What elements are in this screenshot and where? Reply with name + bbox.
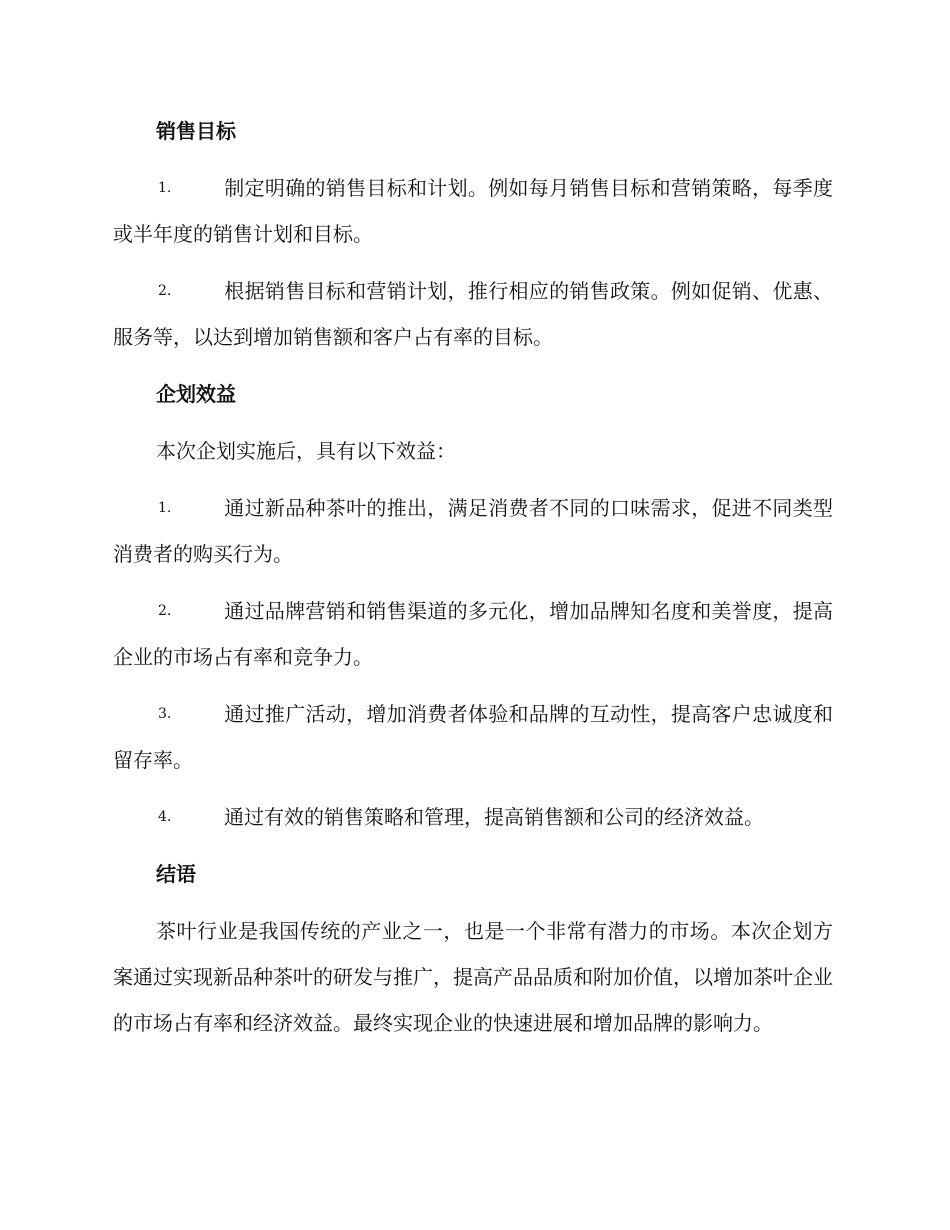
list-number: 1. bbox=[158, 180, 172, 196]
list-item-text: 通过推广活动，增加消费者体验和品牌的互动性，提高客户忠诚度和留存率。 bbox=[113, 702, 833, 772]
benefits-intro: 本次企划实施后，具有以下效益： bbox=[156, 439, 456, 463]
list-number: 1. bbox=[158, 500, 172, 516]
list-item-text: 制定明确的销售目标和计划。例如每月销售目标和营销策略，每季度或半年度的销售计划和目标。 bbox=[113, 176, 833, 246]
list-item-text: 通过品牌营销和销售渠道的多元化，增加品牌知名度和美誉度，提高企业的市场占有率和竞争力。 bbox=[113, 599, 833, 669]
list-item bbox=[113, 588, 833, 680]
document-body bbox=[113, 108, 833, 1057]
list-item bbox=[113, 165, 833, 257]
list-item-text: 通过有效的销售策略和管理，提高销售额和公司的经济效益。 bbox=[224, 805, 764, 829]
list-item bbox=[113, 268, 833, 360]
list-number: 3. bbox=[158, 706, 172, 722]
section-heading-sales-goals: 销售目标 bbox=[156, 119, 236, 143]
list-item-text: 通过新品种茶叶的推出，满足消费者不同的口味需求，促进不同类型消费者的购买行为。 bbox=[113, 496, 833, 566]
section-heading-benefits: 企划效益 bbox=[156, 382, 236, 406]
list-number: 2. bbox=[158, 283, 172, 299]
list-item-text: 根据销售目标和营销计划，推行相应的销售政策。例如促销、优惠、服务等，以达到增加销售额和客户占有率的目标。 bbox=[113, 279, 833, 349]
conclusion-paragraph: 茶叶行业是我国传统的产业之一，也是一个非常有潜力的市场。本次企划方案通过实现新品种茶叶的研发与推广，提高产品品质和附加价值，以增加茶叶企业的市场占有率和经济效益。最终实现企业的快速进展和增加品牌的影响力。 bbox=[113, 919, 833, 1035]
list-number: 2. bbox=[158, 603, 172, 619]
section-heading-conclusion: 结语 bbox=[156, 862, 196, 886]
list-item bbox=[113, 691, 833, 783]
list-number: 4. bbox=[158, 809, 172, 825]
list-item bbox=[113, 794, 833, 840]
list-item bbox=[113, 485, 833, 577]
